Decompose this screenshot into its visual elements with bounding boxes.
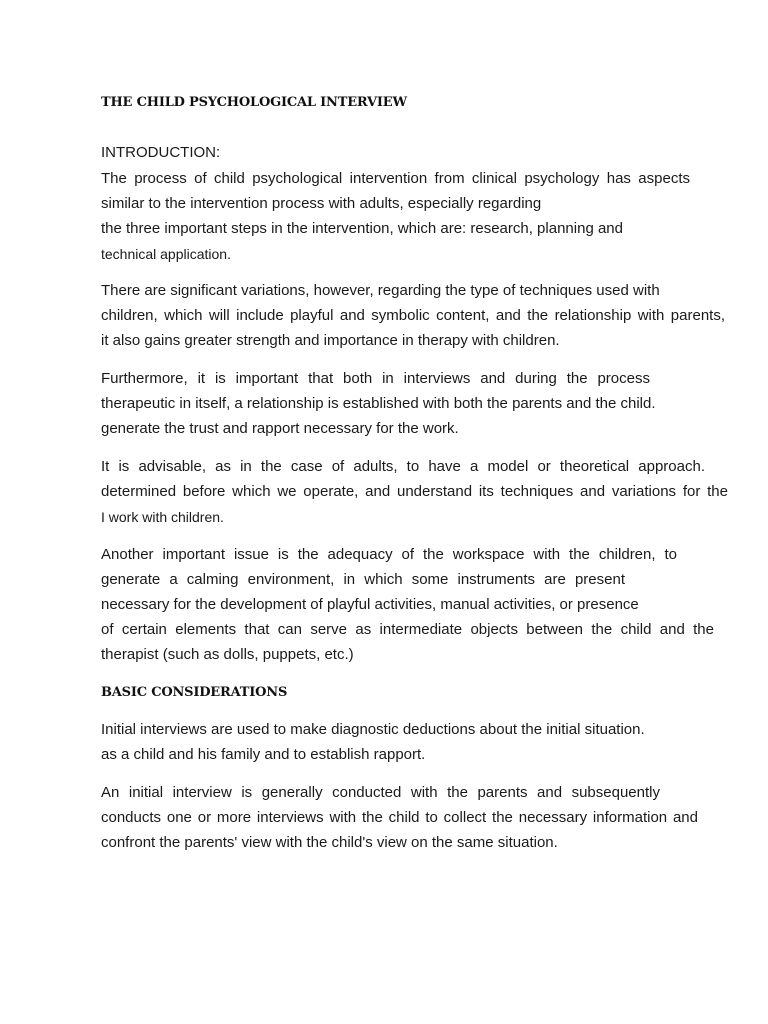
paragraph-line: I work with children. <box>101 509 224 525</box>
paragraph-line: Furthermore, it is important that both in interviews and during the process <box>101 370 650 387</box>
paragraph-line: determined before which we operate, and understand its techniques and variations for the <box>101 483 728 500</box>
paragraph-line: generate a calming environment, in which some instruments are present <box>101 571 625 588</box>
section-heading-basic-considerations: BASIC CONSIDERATIONS <box>101 685 288 700</box>
paragraph-line: children, which will include playful and symbolic content, and the relationship with parents, <box>101 307 725 324</box>
paragraph-line: as a child and his family and to establish rapport. <box>101 746 426 763</box>
document-title: THE CHILD PSYCHOLOGICAL INTERVIEW <box>101 95 407 110</box>
paragraph-line: There are significant variations, however, regarding the type of techniques used with <box>101 282 660 299</box>
paragraph-line: An initial interview is generally conducted with the parents and subsequently <box>101 784 660 801</box>
paragraph-line: the three important steps in the intervention, which are: research, planning and <box>101 220 623 237</box>
paragraph-line: therapist (such as dolls, puppets, etc.) <box>101 646 354 663</box>
paragraph-line: technical application. <box>101 246 231 262</box>
paragraph-line: generate the trust and rapport necessary for the work. <box>101 420 459 437</box>
paragraph-line: it also gains greater strength and importance in therapy with children. <box>101 332 560 349</box>
paragraph-line: Initial interviews are used to make diagnostic deductions about the initial situation. <box>101 721 645 738</box>
paragraph-line: Another important issue is the adequacy of the workspace with the children, to <box>101 546 677 563</box>
paragraph-line: It is advisable, as in the case of adults, to have a model or theoretical approach. <box>101 458 705 475</box>
paragraph-line: similar to the intervention process with adults, especially regarding <box>101 195 542 212</box>
paragraph-line: therapeutic in itself, a relationship is established with both the parents and the child. <box>101 395 656 412</box>
paragraph-line: conducts one or more interviews with the child to collect the necessary information and <box>101 809 698 826</box>
paragraph-line: confront the parents' view with the child's view on the same situation. <box>101 834 558 851</box>
intro-label: INTRODUCTION: <box>101 144 221 161</box>
paragraph-line: of certain elements that can serve as intermediate objects between the child and the <box>101 621 714 638</box>
paragraph-line: necessary for the development of playful activities, manual activities, or presence <box>101 596 639 613</box>
paragraph-line: The process of child psychological intervention from clinical psychology has aspects <box>101 170 690 187</box>
